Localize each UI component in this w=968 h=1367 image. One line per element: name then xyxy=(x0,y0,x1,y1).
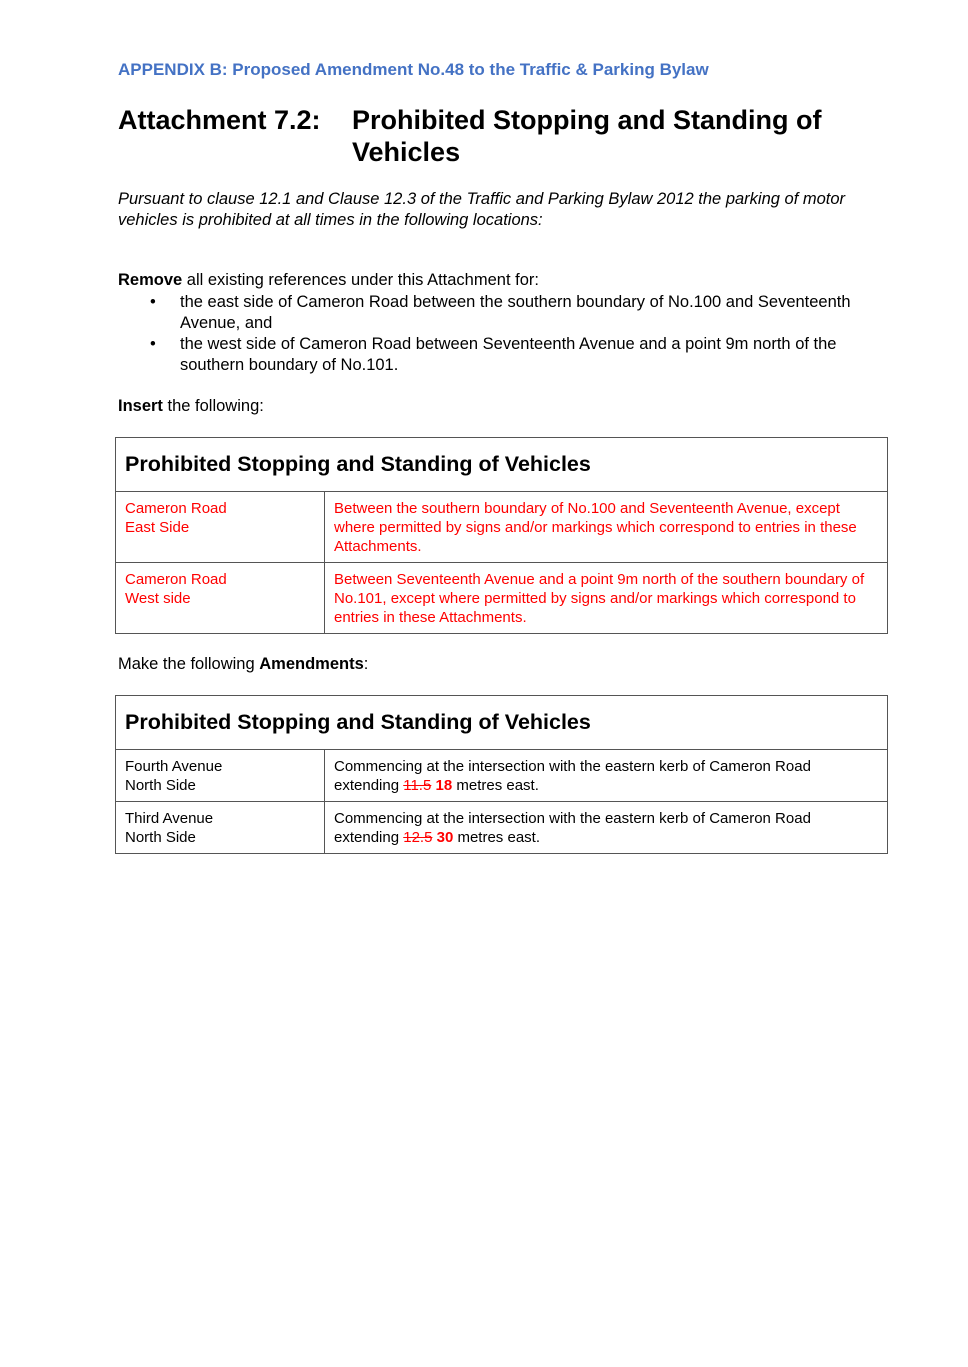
insert-table xyxy=(115,437,888,634)
insert-text: the following: xyxy=(162,397,264,415)
description-prefix: extending xyxy=(334,777,404,794)
description-line: Commencing at the intersection with the eastern kerb of Cameron Road xyxy=(334,758,811,775)
insert-keyword: Insert xyxy=(118,397,163,415)
bullet-icon: • xyxy=(150,293,156,311)
table-row xyxy=(116,563,888,634)
old-value: 12.5 xyxy=(403,829,433,846)
location-cell xyxy=(116,492,325,563)
road-name: Cameron Road xyxy=(125,500,227,517)
description-line xyxy=(334,776,878,795)
list-item xyxy=(118,292,858,334)
road-side: North Side xyxy=(125,829,196,846)
remove-text: all existing references under this Attachment for: xyxy=(182,271,539,289)
table-row xyxy=(116,802,888,854)
table-heading: Prohibited Stopping and Standing of Vehicles xyxy=(116,438,888,492)
road-side: East Side xyxy=(125,519,190,536)
new-value: 18 xyxy=(435,777,453,794)
location-cell xyxy=(116,750,325,802)
bullet-icon: • xyxy=(150,335,156,353)
description-cell: Between the southern boundary of No.100 and Seventeenth Avenue, except where permitted by signs and/or markings which correspond to entries in these Attachments. xyxy=(325,492,888,563)
road-side: North Side xyxy=(125,777,196,794)
intro-paragraph: Pursuant to clause 12.1 and Clause 12.3 of the Traffic and Parking Bylaw 2012 the parking of motor vehicles is prohibited at all times in the following locations: xyxy=(118,190,846,229)
attachment-number: Attachment 7.2: xyxy=(118,105,321,135)
table-row xyxy=(116,492,888,563)
description-suffix: metres east. xyxy=(452,777,539,794)
description-cell: Between Seventeenth Avenue and a point 9m north of the southern boundary of No.101, except where permitted by signs and/or markings which correspond to entries in these Attachments. xyxy=(325,563,888,634)
road-name: Fourth Avenue xyxy=(125,758,223,775)
bullet-text: the east side of Cameron Road between the southern boundary of No.100 and Seventeenth Avenue, and xyxy=(180,293,851,332)
road-name: Cameron Road xyxy=(125,571,227,588)
amend-keyword: Amendments xyxy=(259,655,364,673)
amend-instruction xyxy=(118,655,368,674)
table-row xyxy=(116,750,888,802)
appendix-heading: APPENDIX B: Proposed Amendment No.48 to the Traffic & Parking Bylaw xyxy=(118,60,709,79)
remove-keyword: Remove xyxy=(118,271,183,289)
description-prefix: extending xyxy=(334,829,404,846)
bullet-text: the west side of Cameron Road between Seventeenth Avenue and a point 9m north of the southern boundary of No.101. xyxy=(180,335,837,374)
amendments-table xyxy=(115,695,888,854)
road-name: Third Avenue xyxy=(125,810,214,827)
remove-bullet-list xyxy=(118,292,858,376)
attachment-name: Prohibited Stopping and Standing of Vehicles xyxy=(352,105,822,167)
old-value: 11.5 xyxy=(403,777,432,794)
table-heading-row xyxy=(116,438,888,492)
amend-suffix: : xyxy=(363,655,369,673)
remove-instruction xyxy=(118,271,539,290)
list-item xyxy=(118,334,858,376)
description-cell xyxy=(325,750,888,802)
road-side: West side xyxy=(125,590,191,607)
location-cell xyxy=(116,563,325,634)
description-suffix: metres east. xyxy=(453,829,540,846)
location-cell xyxy=(116,802,325,854)
table-heading-row xyxy=(116,696,888,750)
description-cell xyxy=(325,802,888,854)
new-value: 30 xyxy=(436,829,454,846)
insert-instruction xyxy=(118,397,264,416)
amend-text: Make the following xyxy=(118,655,260,673)
description-line: Commencing at the intersection with the eastern kerb of Cameron Road xyxy=(334,810,811,827)
description-line xyxy=(334,828,878,847)
table-heading: Prohibited Stopping and Standing of Vehicles xyxy=(116,696,888,750)
